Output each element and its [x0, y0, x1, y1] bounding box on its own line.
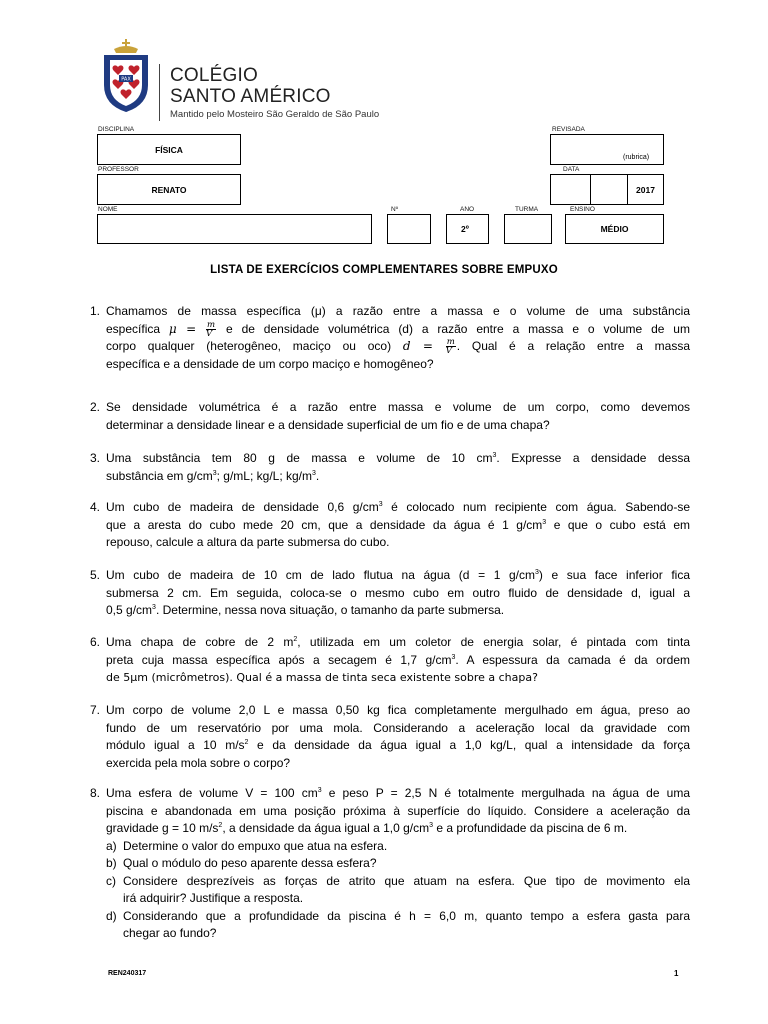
fraction-numerator: m	[446, 337, 455, 348]
superscript: 3	[429, 822, 434, 829]
document-code: REN240317	[108, 970, 147, 977]
question-2	[90, 399, 690, 434]
question-number: 7.	[90, 703, 101, 717]
item-text: chegar ao fundo?	[123, 926, 217, 940]
date-month-field[interactable]	[590, 174, 628, 205]
question-7-text: módulo igual a 10 m/s	[106, 738, 245, 752]
disciplina-field[interactable]: FÍSICA	[97, 134, 241, 165]
revisada-label: REVISADA	[552, 126, 585, 133]
document-title: LISTA DE EXERCÍCIOS COMPLEMENTARES SOBRE EMPUXO	[210, 264, 558, 276]
item-letter: d)	[106, 908, 117, 923]
item-text: Qual o módulo do peso aparente dessa esfera?	[123, 856, 377, 870]
school-name-line2: SANTO AMÉRICO	[170, 86, 331, 107]
mu-equation: μ =	[168, 321, 197, 336]
question-5-text: . Determine, nessa nova situação, o tamanho da parte submersa.	[155, 603, 505, 617]
school-crest-logo	[102, 39, 150, 113]
question-8-text: Uma esfera de volume V = 100 cm	[106, 786, 318, 800]
turma-field[interactable]	[504, 214, 552, 244]
question-4-line	[106, 517, 690, 535]
superscript: 3	[378, 501, 383, 508]
disciplina-label: DISCIPLINA	[98, 126, 135, 133]
superscript: 2	[293, 636, 298, 643]
professor-field[interactable]: RENATO	[97, 174, 241, 205]
question-1-line: Chamamos de massa específica (μ) a razão entre a massa e o volume de uma substância	[106, 304, 690, 318]
question-2-line: Se densidade volumétrica é a razão entre massa e volume de um corpo, como devemos	[106, 400, 690, 414]
d-equation: d =	[402, 339, 433, 353]
question-4-line: repouso, calcule a altura da parte submersa do cubo.	[106, 535, 390, 549]
superscript: 3	[312, 469, 316, 477]
superscript: 3	[542, 518, 547, 526]
question-1-text: corpo qualquer (heterogêneo, maciço ou oco)	[106, 339, 392, 353]
item-letter: b)	[106, 856, 117, 870]
question-6-line	[106, 652, 690, 670]
question-1-text: . Qual é a relação entre a massa	[456, 339, 691, 353]
question-number: 4.	[90, 500, 101, 514]
question-3-text: Uma substância tem 80 g de massa e volume de 10 cm	[106, 451, 493, 465]
ensino-label: ENSINO	[570, 206, 595, 213]
mass-volume-fraction	[446, 338, 456, 355]
question-8-item-b	[106, 855, 690, 873]
superscript: 3	[535, 569, 539, 576]
superscript: 2	[218, 822, 223, 829]
question-8-line	[106, 820, 690, 838]
ano-label: ANO	[460, 206, 475, 213]
question-number: 5.	[90, 568, 101, 582]
question-6-text: Uma chapa de cobre de 2 m	[106, 635, 294, 649]
question-5-text: ) e sua face inferior fica	[538, 568, 691, 582]
nome-field[interactable]	[97, 214, 372, 244]
school-name	[170, 65, 331, 107]
turma-label: TURMA	[515, 206, 539, 213]
date-day-field[interactable]	[550, 174, 591, 205]
question-3-text: ; g/mL; kg/L; kg/m	[216, 468, 312, 483]
question-5-line	[106, 602, 690, 620]
question-7	[90, 702, 690, 772]
question-3-line	[106, 450, 690, 468]
fraction-denominator: V	[445, 346, 452, 357]
item-letter: c)	[106, 873, 116, 888]
crest-pax-text: PAX	[121, 76, 131, 83]
item-text: irá adquirir? Justifique a resposta.	[123, 891, 304, 905]
question-8-item-c	[106, 873, 690, 908]
question-1-line: específica e a densidade de um corpo maciço e homogêneo?	[106, 356, 434, 371]
question-3-line	[106, 468, 690, 486]
fraction-denominator: V	[206, 328, 213, 339]
question-1-line	[106, 338, 690, 356]
question-2-line: determinar a densidade linear e a densidade superficial de um fio e de uma chapa?	[106, 417, 550, 432]
question-1-text: e de densidade volumétrica (d) a razão entre a massa e o volume de um	[226, 321, 690, 336]
question-7-line: fundo de um reservatório por uma mola. Considerando a aceleração local da gravidade com	[106, 720, 690, 735]
question-1-text: específica	[106, 321, 161, 336]
question-6	[90, 634, 690, 687]
question-5-text: Um cubo de madeira de 10 cm de lado flutua na água (d = 1 g/cm	[106, 568, 535, 582]
question-6-text: . A espessura da camada é da ordem	[455, 652, 690, 667]
item-text: Considerando que a profundidade da piscina é h = 6,0 m, quanto tempo a esfera gasta para	[123, 908, 690, 923]
question-4-text: e que o cubo está em	[546, 517, 691, 532]
question-8-item-d	[106, 908, 690, 943]
numero-field[interactable]	[387, 214, 431, 244]
date-year-field[interactable]: 2017	[627, 174, 664, 205]
item-text: Determine o valor do empuxo que atua na esfera.	[123, 838, 388, 853]
question-5-line	[106, 567, 690, 585]
ensino-field[interactable]: MÉDIO	[565, 214, 664, 244]
question-number: 8.	[90, 786, 101, 800]
question-1	[90, 303, 690, 373]
superscript: 3	[152, 604, 156, 611]
question-8-line	[106, 785, 690, 803]
question-number: 2.	[90, 400, 101, 414]
question-4-text: Um cubo de madeira de densidade 0,6 g/cm	[106, 500, 379, 514]
superscript: 3	[317, 787, 322, 794]
question-number: 3.	[90, 451, 101, 465]
question-6-text: preta cuja massa específica após a secagem é 1,7 g/cm	[106, 652, 452, 667]
question-4	[90, 499, 690, 552]
header-divider	[159, 64, 160, 121]
question-3-text: substância em g/cm	[106, 468, 213, 483]
question-6-text: , utilizada em um coletor de energia solar, é pintada com tinta	[297, 635, 690, 649]
question-8	[90, 785, 690, 943]
question-number: 6.	[90, 635, 101, 649]
item-letter: a)	[106, 838, 117, 853]
question-4-text: que a aresta do cubo mede 20 cm, que a densidade da água é 1 g/cm	[106, 517, 543, 532]
question-8-text: e peso P = 2,5 N é totalmente mergulhada na água de uma	[321, 786, 690, 800]
ano-field[interactable]: 2º	[446, 214, 489, 244]
superscript: 3	[492, 452, 497, 459]
question-8-text: gravidade g = 10 m/s	[106, 821, 219, 835]
mass-volume-fraction	[206, 321, 216, 338]
question-6-line	[106, 634, 690, 652]
question-5	[90, 567, 690, 620]
professor-label: PROFESSOR	[98, 166, 139, 173]
question-3-text: . Expresse a densidade dessa	[496, 451, 690, 465]
school-tagline: Mantido pelo Mosteiro São Geraldo de São Paulo	[170, 109, 380, 120]
question-5-line: submersa 2 cm. Em seguida, coloca-se o mesmo cubo em outro fluido de densidade d, igual a	[106, 585, 690, 600]
numero-label: Nº	[391, 206, 399, 213]
superscript: 3	[212, 469, 217, 477]
question-7-line: exercida pela mola sobre o corpo?	[106, 755, 291, 770]
question-8-line: piscina e abandonada em uma posição próxima à superfície do líquido. Considere a aceleração da	[106, 803, 690, 818]
question-4-line	[106, 499, 690, 517]
question-8-item-a	[106, 838, 690, 856]
question-7-line	[106, 737, 690, 755]
question-3-text: .	[315, 468, 320, 483]
question-3	[90, 450, 690, 485]
question-5-text: 0,5 g/cm	[106, 603, 153, 617]
superscript: 2	[244, 739, 249, 746]
question-number: 1.	[90, 304, 101, 318]
question-7-text: e da densidade da água igual a 1,0 kg/L, qual a intensidade da força	[248, 738, 690, 752]
question-1-line	[106, 321, 690, 339]
page-number: 1	[674, 969, 679, 978]
nome-label: NOME	[98, 206, 118, 213]
question-6-line: de 5μm (micrômetros). Qual é a massa de tinta seca existente sobre a chapa?	[106, 671, 538, 684]
rubrica-note: (rubrica)	[623, 154, 650, 161]
data-label: DATA	[563, 166, 580, 173]
question-4-text: é colocado num recipiente com água. Sabendo-se	[382, 500, 691, 514]
question-8-text: e a profundidade da piscina de 6 m.	[433, 821, 628, 835]
fraction-numerator: m	[207, 319, 216, 330]
question-7-line: Um corpo de volume 2,0 L e massa 0,50 kg fica completamente mergulhado em água, preso ao	[106, 703, 690, 717]
item-text: Considere desprezíveis as forças de atrito que atuam na esfera. Que tipo de movimento ela	[123, 873, 690, 888]
question-8-text: , a densidade da água igual a 1,0 g/cm	[222, 821, 430, 835]
school-name-line1: COLÉGIO	[170, 65, 258, 86]
superscript: 3	[451, 653, 456, 661]
